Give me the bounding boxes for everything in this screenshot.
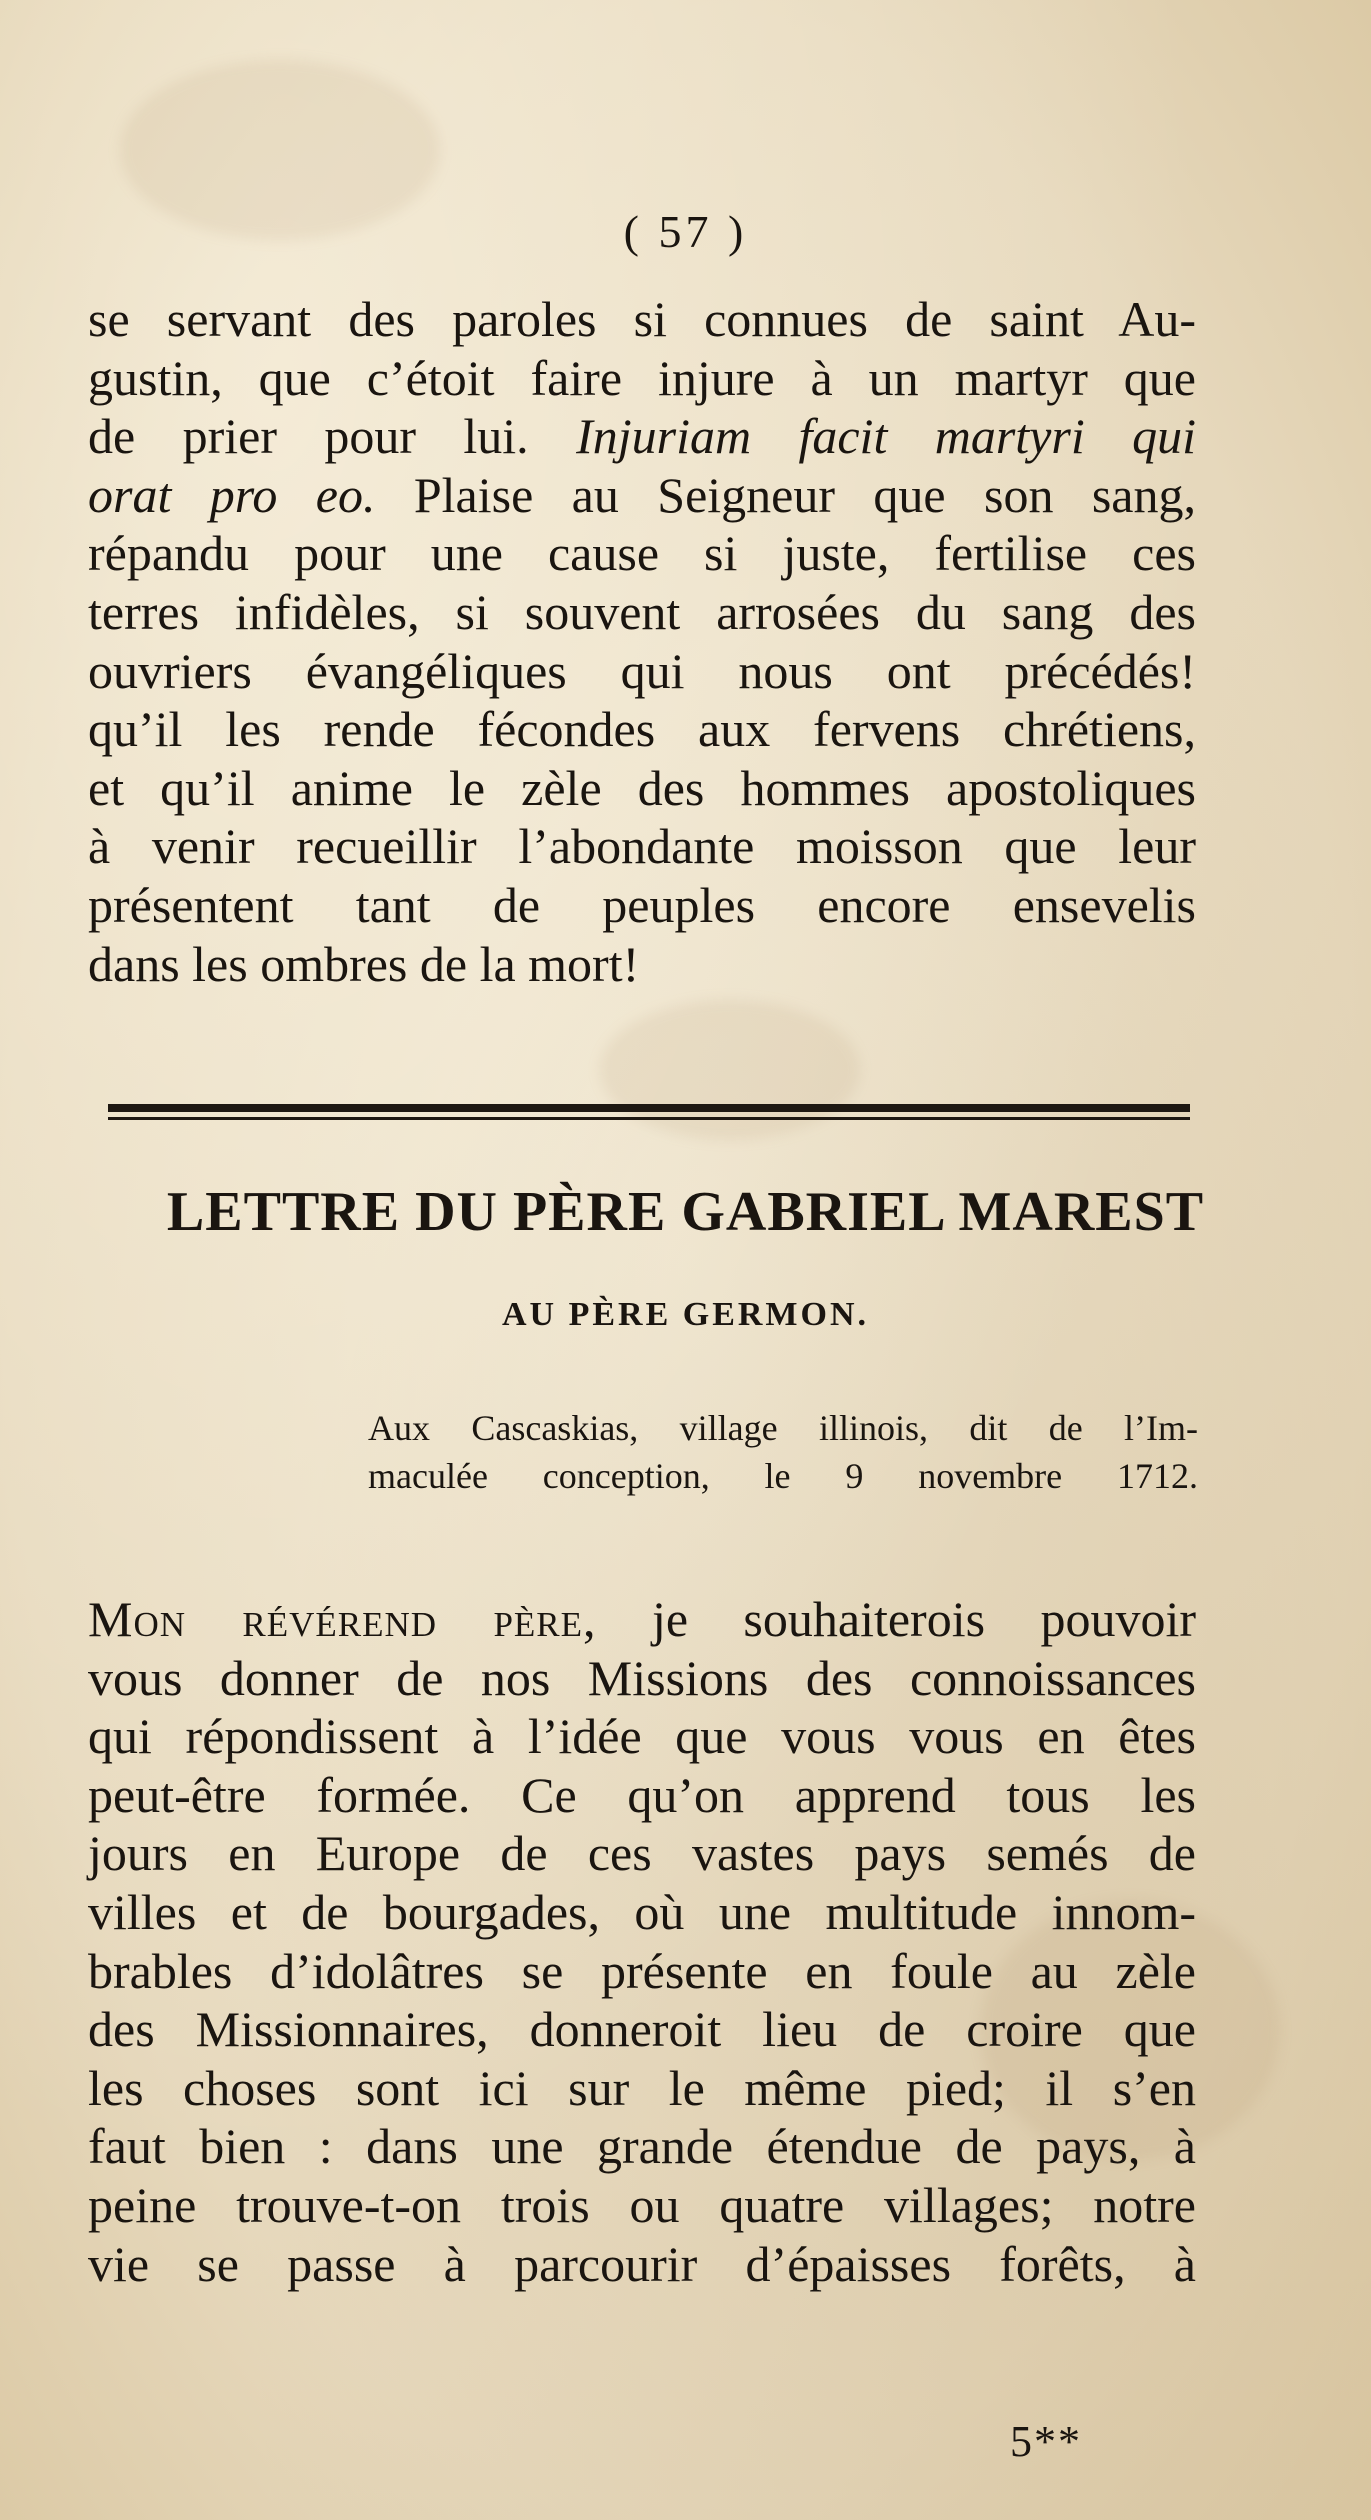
- letter-body: [88, 1590, 1196, 2293]
- text-line: présentent tant de peuples encore ensevelis: [88, 876, 1196, 933]
- text-line: [88, 407, 1196, 466]
- text-line: [88, 1590, 1196, 1649]
- text-line: [88, 466, 1196, 525]
- page-number: ( 57 ): [623, 206, 748, 257]
- text-line: vie se passe à parcourir d’épaisses forêts, à: [88, 2235, 1196, 2292]
- text-segment: je souhaiterois pouvoir: [596, 1591, 1196, 1647]
- text-line: peut-être formée. Ce qu’on apprend tous les: [88, 1766, 1196, 1823]
- text-line: les choses sont ici sur le même pied; il s’en: [88, 2059, 1196, 2116]
- signature-mark: 5**: [1010, 2417, 1082, 2466]
- text-line: ouvriers évangéliques qui nous ont précédés!: [88, 642, 1196, 699]
- text-segment: Plaise au Seigneur que son sang,: [413, 466, 1196, 523]
- text-line: dans les ombres de la mort!: [88, 935, 640, 992]
- salutation: Mon révérend père,: [88, 1591, 597, 1647]
- text-line: villes et de bourgades, où une multitude innom-: [88, 1883, 1196, 1940]
- text-line: vous donner de nos Missions des connoissances: [88, 1649, 1196, 1706]
- letter-dateline: [368, 1404, 1198, 1500]
- letter-title: LETTRE DU PÈRE GABRIEL MAREST: [166, 1181, 1205, 1243]
- text-line: qu’il les rende fécondes aux fervens chrétiens,: [88, 701, 1196, 758]
- text-line: terres infidèles, si souvent arrosées du sang des: [88, 583, 1196, 640]
- text-line: des Missionnaires, donneroit lieu de croire que: [88, 2001, 1196, 2058]
- dateline-line: maculée conception, le 9 novembre 1712.: [368, 1456, 1198, 1496]
- text-line: répandu pour une cause si juste, fertilise ces: [88, 525, 1196, 582]
- text-line: à venir recueillir l’abondante moisson que leur: [88, 818, 1196, 875]
- section-divider: [108, 1117, 1190, 1120]
- text-segment: de prier pour lui.: [88, 408, 529, 465]
- text-line: se servant des paroles si connues de saint Au-: [88, 291, 1196, 347]
- text-line: faut bien : dans une grande étendue de pays, à: [88, 2118, 1196, 2175]
- text-line: et qu’il anime le zèle des hommes apostoliques: [88, 759, 1196, 816]
- text-line: jours en Europe de ces vastes pays semés de: [88, 1825, 1196, 1882]
- dateline-line: Aux Cascaskias, village illinois, dit de l’Im-: [368, 1408, 1198, 1448]
- letter-recipient: AU PÈRE GERMON.: [501, 1296, 870, 1333]
- text-line: gustin, que c’étoit faire injure à un martyr que: [88, 349, 1196, 406]
- section-divider: [108, 1104, 1190, 1112]
- latin-quote: orat pro eo.: [88, 466, 376, 523]
- text-line: peine trouve-t-on trois ou quatre villages; notre: [88, 2176, 1196, 2233]
- latin-quote: Injuriam facit martyri qui: [576, 408, 1197, 465]
- text-line: brables d’idolâtres se présente en foule au zèle: [88, 1942, 1196, 1999]
- continuation-paragraph: [88, 290, 1196, 993]
- text-line: qui répondissent à l’idée que vous vous en êtes: [88, 1708, 1196, 1765]
